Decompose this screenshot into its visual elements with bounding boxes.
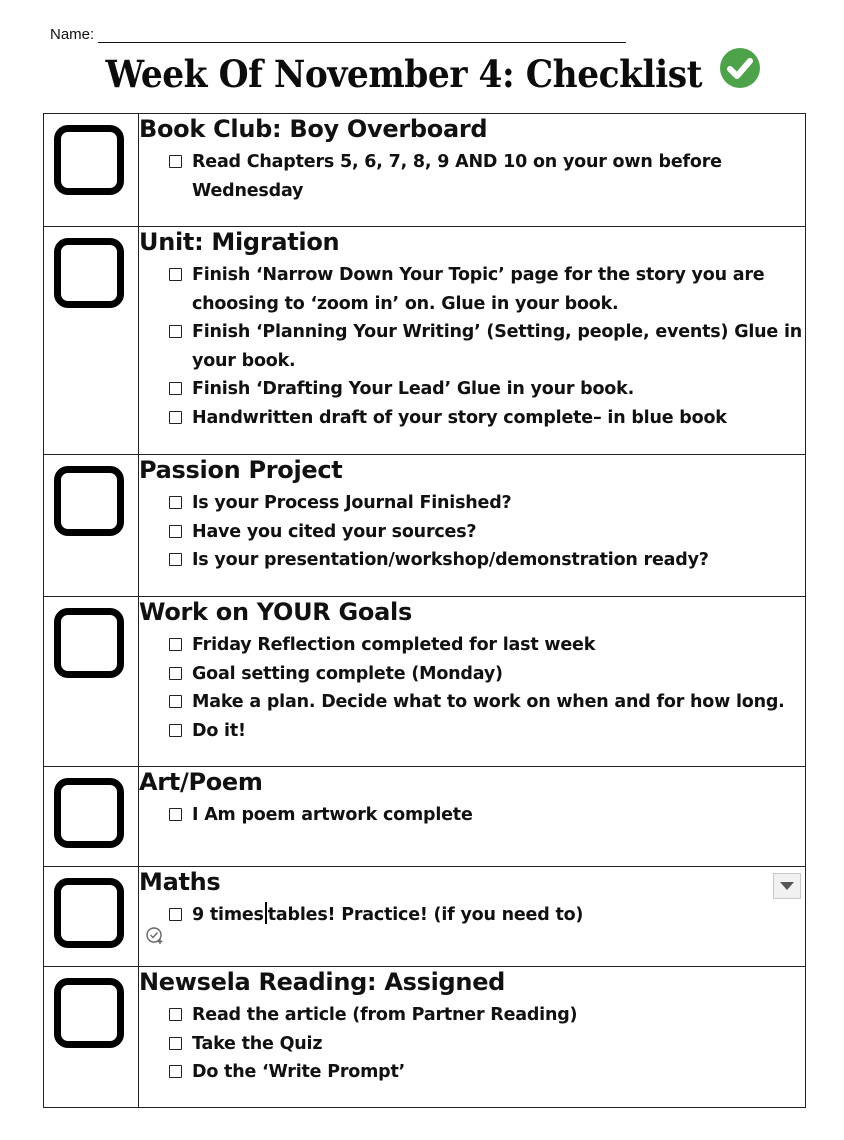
section-title: Unit: Migration [139,228,340,256]
text-cursor [265,902,267,924]
item-text: Do the ‘Write Prompt’ [192,1062,406,1082]
section-box-cell [44,455,139,597]
item-text: tables! Practice! (if you need to) [267,905,584,925]
section-title: Maths [139,868,221,896]
item-checkbox[interactable] [169,155,182,168]
item-checkbox[interactable] [169,553,182,566]
item-checkbox[interactable] [169,325,182,338]
section-content [139,967,806,1108]
list-item [169,801,805,830]
chevron-down-icon [780,882,794,890]
section-checkbox[interactable] [54,878,124,948]
list-item [169,631,805,660]
item-text: Do it! [192,720,246,741]
title-row [0,52,844,96]
list-item [169,404,805,433]
section-checkbox[interactable] [54,978,124,1048]
item-checkbox[interactable] [169,411,182,424]
add-task-icon[interactable] [145,925,165,945]
section-row-art-poem [44,767,806,867]
item-text: I Am poem artwork complete [192,805,473,825]
list-item [169,261,805,318]
item-text: Have you cited your sources? [192,521,477,542]
section-row-newsela [44,967,806,1108]
section-content [139,867,806,967]
list-item [169,1030,805,1059]
list-item [169,1058,805,1087]
name-field[interactable] [98,26,626,43]
item-list [139,261,805,432]
item-text: Finish ‘Drafting Your Lead’ Glue in your book. [192,379,635,399]
item-text: Is your Process Journal Finished? [192,493,512,513]
item-checkbox[interactable] [169,268,182,281]
item-list [139,901,805,930]
item-checkbox[interactable] [169,724,182,737]
list-item [169,688,805,717]
item-list [139,1001,805,1087]
item-checkbox[interactable] [169,1008,182,1021]
item-text: Goal setting complete (Monday) [192,663,503,684]
list-item [169,660,805,689]
list-item [169,1001,805,1030]
name-label: Name: [50,26,95,43]
list-item [169,546,805,575]
item-text: Friday Reflection completed for last week [192,635,596,655]
section-checkbox[interactable] [54,466,124,536]
list-item [169,717,805,746]
section-content [139,455,806,597]
item-list [139,489,805,575]
section-box-cell [44,867,139,967]
list-item [169,518,805,547]
section-box-cell [44,114,139,227]
page-title: Week Of November 4: Checklist [105,52,703,96]
item-text: Read the article (from Partner Reading) [192,1005,578,1025]
section-content [139,114,806,227]
item-checkbox[interactable] [169,382,182,395]
section-row-book-club [44,114,806,227]
item-list [139,148,805,205]
section-box-cell [44,967,139,1108]
item-text: Finish ‘Planning Your Writing’ (Setting, people, events) Glue in your book. [192,322,803,371]
section-checkbox[interactable] [54,608,124,678]
item-checkbox[interactable] [169,638,182,651]
section-content [139,227,806,455]
item-text: Take the Quiz [192,1033,323,1054]
section-checkbox[interactable] [54,125,124,195]
section-title: Newsela Reading: Assigned [139,968,506,996]
list-item [169,148,805,205]
item-checkbox[interactable] [169,908,182,921]
section-box-cell [44,597,139,767]
section-row-passion-project [44,455,806,597]
item-text: 9 times [192,905,264,925]
section-box-cell [44,767,139,867]
section-title: Passion Project [139,456,343,484]
item-checkbox[interactable] [169,808,182,821]
list-item [169,318,805,375]
section-content [139,767,806,867]
section-title: Work on YOUR Goals [139,598,412,626]
section-row-migration [44,227,806,455]
item-checkbox[interactable] [169,525,182,538]
section-title: Book Club: Boy Overboard [139,115,488,143]
section-row-maths [44,867,806,967]
list-item [169,489,805,518]
list-item [169,901,805,930]
section-checkbox[interactable] [54,778,124,848]
checklist-table [43,113,806,1108]
section-row-goals [44,597,806,767]
item-text: Handwritten draft of your story complete– in blue book [192,407,727,428]
item-checkbox[interactable] [169,695,182,708]
item-checkbox[interactable] [169,667,182,680]
section-title: Art/Poem [139,768,263,796]
section-box-cell [44,227,139,455]
item-text: Is your presentation/workshop/demonstration ready? [192,550,709,570]
list-item [169,375,805,404]
item-list [139,631,805,745]
dropdown-button[interactable] [773,873,801,899]
section-checkbox[interactable] [54,238,124,308]
item-checkbox[interactable] [169,496,182,509]
item-list [139,801,805,830]
item-text: Read Chapters 5, 6, 7, 8, 9 AND 10 on your own before Wednesday [192,152,722,201]
check-circle-icon [719,47,761,89]
item-text: Finish ‘Narrow Down Your Topic’ page for the story you are choosing to ‘zoom in’ on. Glue in your book. [192,265,765,314]
item-text: Make a plan. Decide what to work on when and for how long. [192,692,785,712]
item-checkbox[interactable] [169,1065,182,1078]
name-row [50,26,626,43]
section-content [139,597,806,767]
item-checkbox[interactable] [169,1037,182,1050]
